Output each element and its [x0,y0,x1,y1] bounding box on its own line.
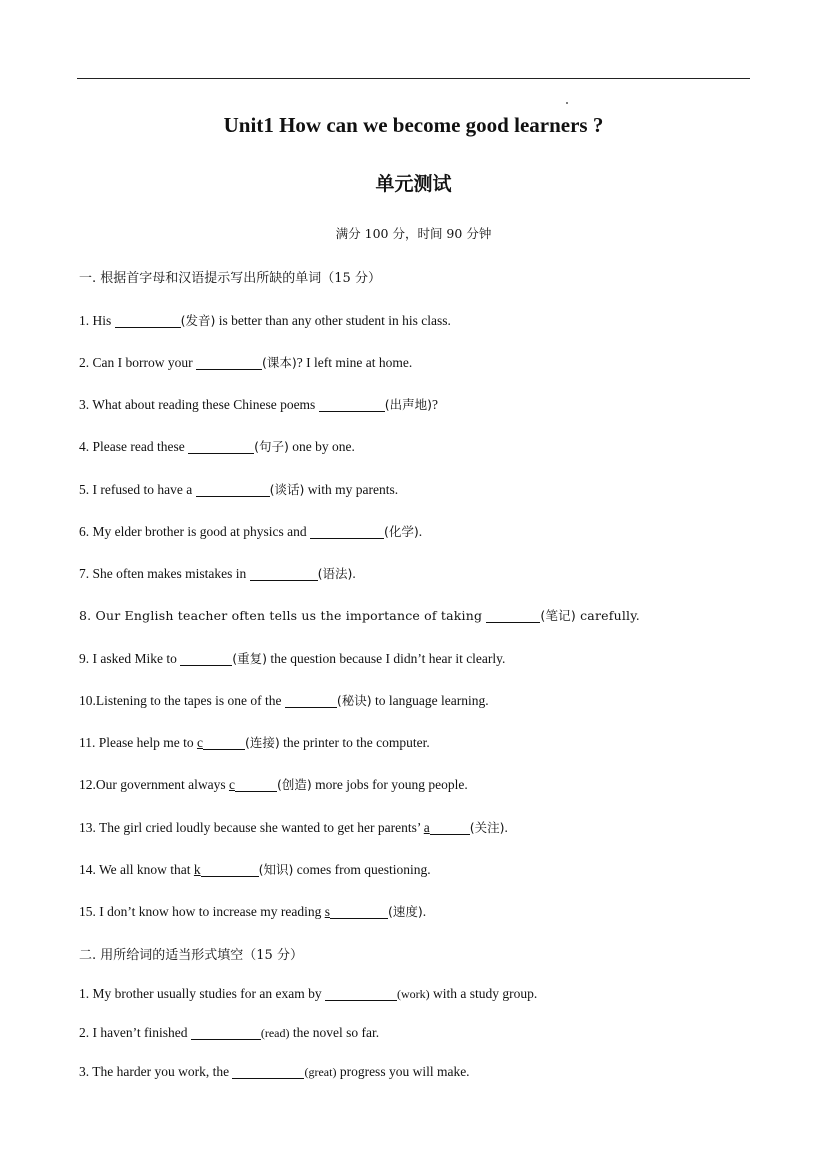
initial-letter: c [228,777,235,792]
question-text: 13. The girl cried loudly because she wanted to get her parents’ [79,820,424,835]
section-2-heading: 二. 用所给词的适当形式填空（15 分） [79,948,303,963]
answer-blank[interactable] [285,693,337,708]
hint: (发音) [180,313,216,328]
question-text: 8. Our English teacher often tells us the importance of taking [79,608,487,623]
hint: (great) [304,1065,337,1079]
answer-blank[interactable] [319,397,385,412]
question-text: with a study group. [429,986,538,1001]
page-subtitle: 单元测试 [375,173,452,195]
question-text: 6. My elder brother is good at physics and [79,524,310,539]
hint: (关注) [469,820,505,835]
section-1-heading: 一. 根据首字母和汉语提示写出所缺的单词（15 分） [79,271,381,286]
hint: (出声地) [384,397,432,412]
answer-blank[interactable] [330,904,388,919]
question-2-2 [79,1025,379,1041]
answer-blank[interactable] [232,1064,304,1079]
question-1-1 [79,311,451,329]
question-text: 2. I haven’t finished [79,1025,191,1040]
question-text: to language learning. [371,693,489,708]
question-1-9 [79,649,505,667]
question-text: comes from questioning. [293,862,431,877]
answer-blank[interactable] [115,313,181,328]
answer-blank[interactable] [235,777,277,792]
answer-blank[interactable] [250,566,318,581]
answer-blank[interactable] [196,355,262,370]
question-1-14 [79,860,431,878]
question-text: 7. She often makes mistakes in [79,566,250,581]
question-1-4 [79,437,355,455]
question-text: 10.Listening to the tapes is one of the [79,693,285,708]
question-1-3 [79,395,438,413]
initial-letter: a [423,820,430,835]
question-text: 5. I refused to have a [79,482,196,497]
question-text: 2. Can I borrow your [79,355,196,370]
hint: (重复) [232,651,267,666]
question-1-2 [79,353,412,371]
header-rule [77,78,750,79]
hint: (秘诀) [336,693,372,708]
question-text: 15. I don’t know how to increase my reading [79,904,325,919]
question-text: ? [431,397,438,412]
question-text: progress you will make. [336,1064,470,1079]
initial-letter: c [196,735,203,750]
answer-blank[interactable] [191,1025,261,1040]
hint: (谈话) [269,482,305,497]
question-1-5 [79,480,398,498]
answer-blank[interactable] [310,524,384,539]
hint: (化学) [383,524,419,539]
question-text: . [504,820,508,835]
hint: (创造) [276,777,312,792]
question-text: is better than any other student in his class. [215,313,451,328]
hint: (连接) [244,735,280,750]
stray-dot [566,102,568,104]
question-text: 9. I asked Mike to [79,651,181,666]
question-text: . [422,904,427,919]
initial-letter: s [324,904,330,919]
exam-info: 满分 100 分，时间 90 分钟 [335,226,492,241]
answer-blank[interactable] [203,735,245,750]
hint: (知识) [258,862,294,877]
hint: (笔记) [540,608,576,623]
question-text: the printer to the computer. [279,735,430,750]
question-2-1 [79,986,537,1002]
question-text: ? I left mine at home. [296,355,413,370]
question-1-11 [79,733,430,751]
question-text: . [418,524,423,539]
question-text: 1. My brother usually studies for an exam by [79,986,325,1001]
question-1-8 [79,606,640,624]
answer-blank[interactable] [188,439,254,454]
question-text: with my parents. [304,482,399,497]
question-text: 1. His [79,313,115,328]
question-1-13 [79,818,508,836]
answer-blank[interactable] [486,608,540,623]
question-1-7 [79,564,356,582]
hint: (句子) [254,439,289,454]
initial-letter: k [193,862,201,877]
question-1-15 [79,902,426,920]
hint: (read) [260,1026,290,1040]
answer-blank[interactable] [196,482,270,497]
question-text: more jobs for young people. [311,777,468,792]
question-text: 11. Please help me to [79,735,197,750]
question-text: the question because I didn’t hear it clearly. [267,651,506,666]
question-1-10 [79,691,489,709]
answer-blank[interactable] [201,862,259,877]
question-text: carefully. [575,608,640,623]
hint: (速度) [387,904,423,919]
question-text: 14. We all know that [79,862,194,877]
question-2-3 [79,1064,470,1080]
hint: (语法) [317,566,353,581]
question-1-6 [79,522,422,540]
question-text: 4. Please read these [79,439,189,454]
question-1-12 [79,775,468,793]
answer-blank[interactable] [180,651,232,666]
hint: (work) [396,987,430,1001]
answer-blank[interactable] [325,986,397,1001]
question-text: the novel so far. [289,1025,380,1040]
answer-blank[interactable] [430,820,470,835]
question-text: 3. What about reading these Chinese poems [79,397,319,412]
question-text: . [352,566,356,581]
page-title: Unit1 How can we become good learners ? [223,113,604,137]
hint: (课本) [261,355,297,370]
question-text: one by one. [288,439,355,454]
question-text: 12.Our government always [79,777,229,792]
question-text: 3. The harder you work, the [79,1064,233,1079]
